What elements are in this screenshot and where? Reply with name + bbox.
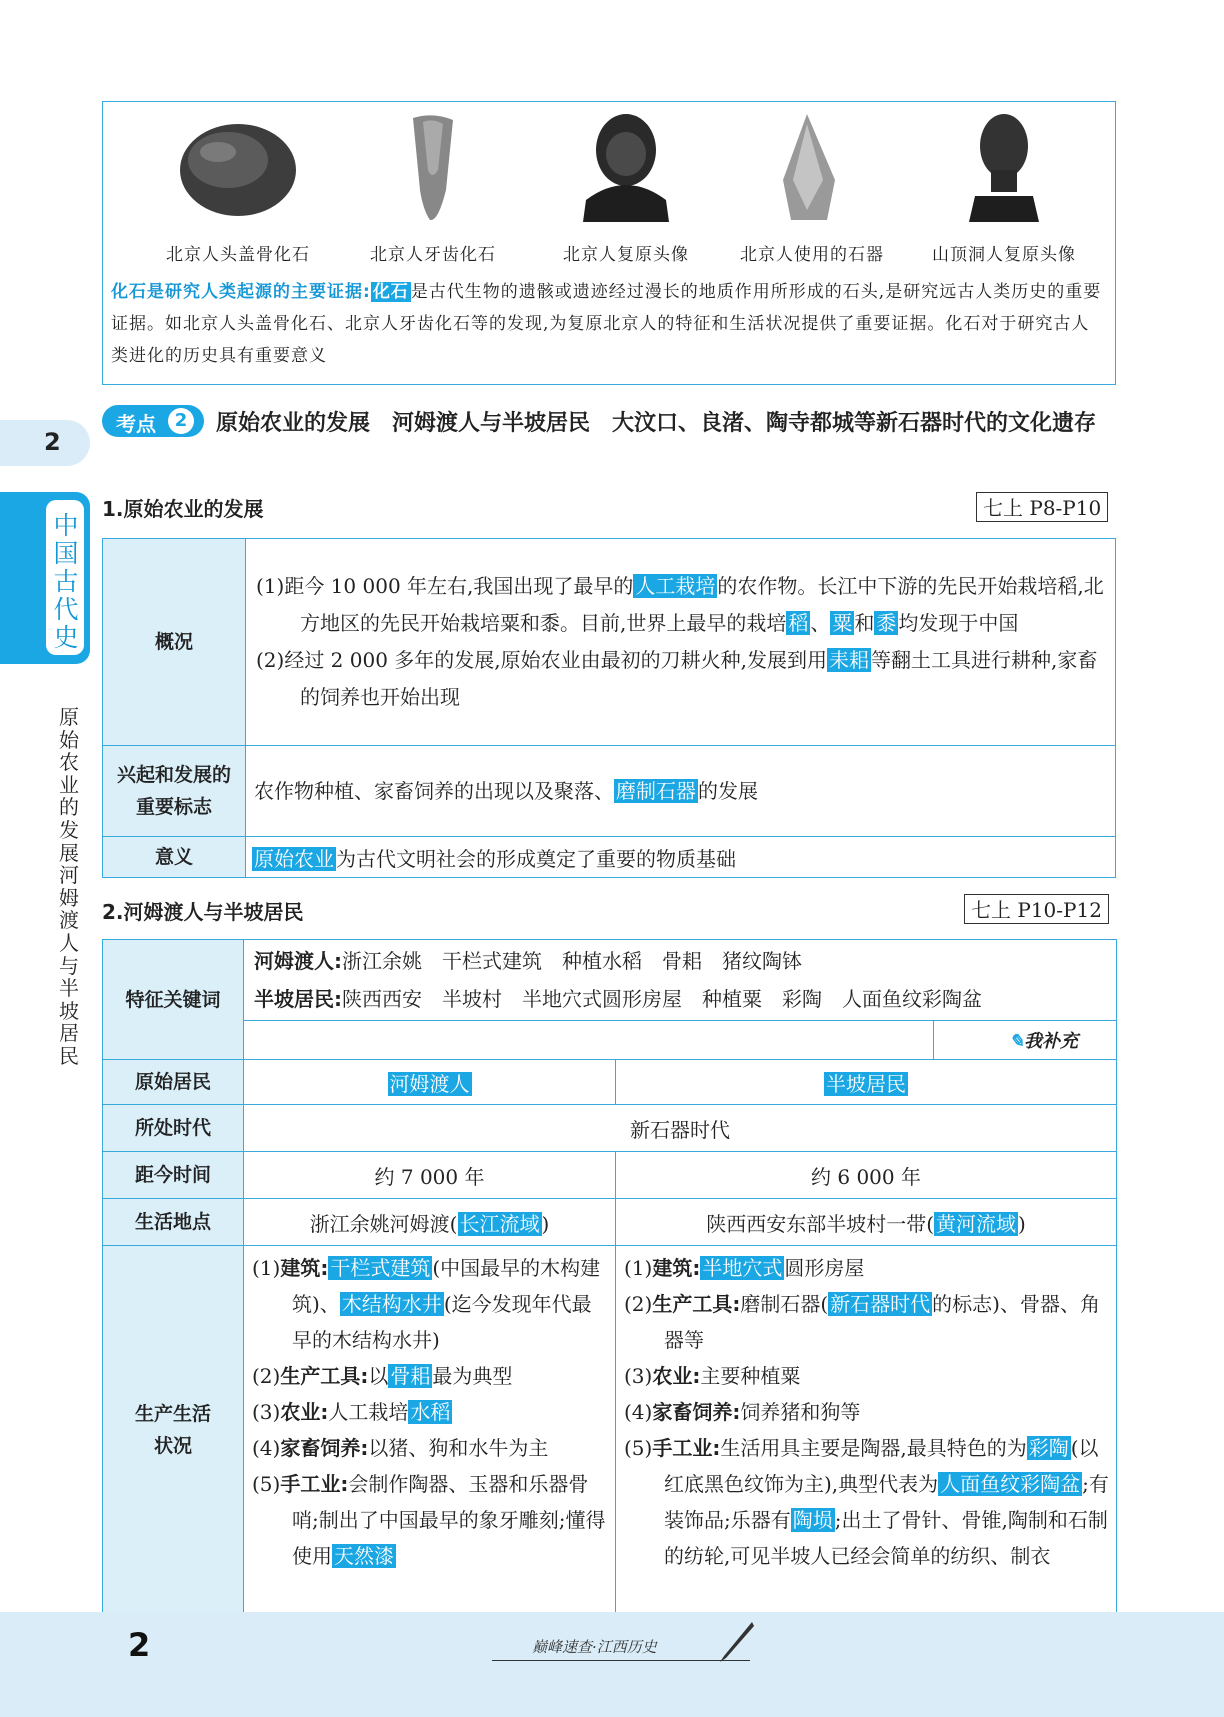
- hemudu-item-5: [250, 1466, 609, 1574]
- item-key: 生产工具:: [652, 1292, 741, 1316]
- figure-caption: 北京人复原头像: [563, 245, 689, 265]
- hemudu-item-1: [250, 1250, 609, 1358]
- highlight: 木结构水井: [341, 1292, 442, 1316]
- highlight: 骨耜: [390, 1364, 431, 1388]
- text: 会制作陶器、玉器和乐器骨哨;制出了中国最早的象牙雕刻;懂得使用: [292, 1472, 606, 1568]
- cell: [616, 1199, 1117, 1246]
- significance-cell: [246, 837, 1116, 878]
- side-page-number: 2: [44, 428, 61, 456]
- banpo-item-4: [622, 1394, 1110, 1430]
- page-footer: [0, 1612, 1224, 1717]
- text: 磨制石器(: [740, 1292, 829, 1316]
- highlight: 黄河流域: [936, 1211, 1017, 1236]
- table-row: [103, 1105, 1117, 1152]
- text: (5): [624, 1436, 653, 1460]
- keyword-label: 河姆渡人:: [254, 949, 342, 973]
- banpo-item-5: [622, 1430, 1110, 1574]
- table-row: [103, 746, 1116, 837]
- row-head: 兴起和发展的重要标志: [103, 746, 246, 837]
- highlight: 人面鱼纹彩陶盆: [940, 1472, 1081, 1496]
- kaodian-label: 考点: [116, 412, 156, 436]
- text: (5): [252, 1472, 281, 1496]
- keywords-cell: [244, 940, 1117, 1021]
- item-key: 农业:: [280, 1400, 329, 1424]
- kaodian-title: 原始农业的发展 河姆渡人与半坡居民 大汶口、良渚、陶寺都城等新石器时代的文化遗存: [216, 411, 1097, 436]
- footer-brand: 巅峰速查·江西历史: [532, 1638, 657, 1656]
- text: (4): [252, 1436, 281, 1460]
- skullcap-image: [173, 110, 303, 228]
- text: 等翻土工具进行耕种,家畜的饲养也开始出现: [300, 648, 1098, 709]
- text: 浙江余姚河姆渡(: [309, 1211, 458, 1236]
- overview-item-2: [252, 642, 1107, 716]
- text: (3): [252, 1400, 281, 1424]
- banpo-item-1: [622, 1250, 1110, 1286]
- highlight: 新石器时代: [830, 1292, 931, 1316]
- row-head: 特征关键词: [103, 940, 244, 1060]
- item-key: 生产工具:: [280, 1364, 369, 1388]
- chapter-vertical-title: 原始农业的发展 河姆渡人与半坡居民: [59, 705, 79, 1068]
- cell: [616, 1060, 1117, 1105]
- stone-tool-image: [747, 110, 877, 228]
- highlight: 原始农业: [254, 846, 334, 871]
- row-head: 概况: [103, 539, 246, 746]
- item-key: 建筑:: [280, 1256, 329, 1280]
- text: 的标志)、骨器、角器等: [664, 1292, 1100, 1352]
- highlight: 半坡居民: [826, 1071, 907, 1096]
- banpo-item-3: [622, 1358, 1110, 1394]
- cell: [244, 1199, 616, 1246]
- cell: 约 6 000 年: [616, 1152, 1117, 1199]
- keyword-text: 陕西西安 半坡村 半地穴式圆形房屋 种植粟 彩陶 人面鱼纹彩陶盆: [342, 987, 982, 1011]
- overview-item-1: [252, 568, 1107, 642]
- hemudu-item-4: [250, 1430, 609, 1466]
- figure-upper-cave-man-bust: [909, 110, 1099, 290]
- fossil-figure-box: [102, 101, 1116, 385]
- keywords-banpo: [254, 980, 1106, 1018]
- figure-tooth: [338, 110, 528, 290]
- tooth-image: [368, 110, 498, 228]
- row-head: 意义: [103, 837, 246, 878]
- section2-title: 2.河姆渡人与半坡居民: [102, 900, 304, 924]
- row-head: 原始居民: [103, 1060, 244, 1105]
- section1-title: 1.原始农业的发展: [102, 497, 264, 521]
- highlight: 长江流域: [459, 1211, 540, 1236]
- text: 农作物种植、家畜饲养的出现以及聚落、: [254, 779, 614, 803]
- text: (1): [624, 1256, 653, 1280]
- highlight: 磨制石器: [616, 779, 696, 803]
- pen-icon: [716, 1620, 756, 1664]
- row-head: 距今时间: [103, 1152, 244, 1199]
- table-row: [103, 1021, 1117, 1060]
- highlight: 稻: [788, 611, 809, 635]
- text: 主要种植粟: [700, 1364, 801, 1388]
- banpo-life-cell: [616, 1246, 1117, 1615]
- item-key: 农业:: [652, 1364, 701, 1388]
- text: 的发展: [698, 779, 758, 803]
- fossil-note-body: 是古代生物的遗骸或遗迹经过漫长的地质作用所形成的石头,是研究远古人类历史的重要证据。如北京人头盖骨化石、北京人牙齿化石等的发现,为复原北京人的特征和生活状况提供了重要证据。化石对于研究古人类进化的历史具有重要意义: [111, 282, 1102, 366]
- figure-peking-man-bust: [531, 110, 721, 290]
- highlight: 粟: [832, 611, 853, 635]
- highlight: 耒耜: [829, 648, 870, 672]
- keyword-label: 半坡居民:: [254, 987, 342, 1011]
- hemudu-item-2: [250, 1358, 609, 1394]
- section1-page-ref: 七上 P8-P10: [976, 492, 1108, 522]
- text: 以猪、狗和水牛为主: [368, 1436, 549, 1460]
- text: ;出土了骨针、骨锥,陶制和石制的纺轮,可见半坡人已经会简单的纺织、制衣: [664, 1508, 1108, 1568]
- pencil-icon: ✎: [1008, 1031, 1025, 1052]
- text: 人工栽培: [328, 1400, 409, 1424]
- text: (中国最早的木构建筑)、: [292, 1256, 601, 1316]
- text: ): [541, 1211, 550, 1236]
- highlight: 人工栽培: [635, 574, 716, 598]
- highlight: 天然漆: [334, 1544, 394, 1568]
- text: (2): [252, 1364, 281, 1388]
- cell: 约 7 000 年: [244, 1152, 616, 1199]
- text: 最为典型: [432, 1364, 513, 1388]
- text: 陕西西安东部半坡村一带(: [706, 1211, 935, 1236]
- table-row: [103, 539, 1116, 746]
- figure-caption: 山顶洞人复原头像: [932, 245, 1076, 265]
- text: (4): [624, 1400, 653, 1424]
- agriculture-table: [102, 538, 1116, 878]
- text: (迄今发现年代最早的木结构水井): [292, 1292, 592, 1352]
- footer-rule: [492, 1660, 750, 1661]
- figure-caption: 北京人牙齿化石: [370, 245, 496, 265]
- peking-man-bust-image: [561, 110, 691, 228]
- highlight: 陶埙: [792, 1508, 833, 1532]
- table-row: [103, 1152, 1117, 1199]
- table-row: [103, 1199, 1117, 1246]
- text: 生活用具主要是陶器,最具特色的为: [720, 1436, 1027, 1460]
- text: 、: [810, 611, 831, 635]
- text: (3): [624, 1364, 653, 1388]
- item-key: 手工业:: [652, 1436, 721, 1460]
- text: 为古代文明社会的形成奠定了重要的物质基础: [336, 846, 736, 871]
- item-key: 手工业:: [280, 1472, 349, 1496]
- text: ): [1018, 1211, 1026, 1236]
- text: 饲养猪和狗等: [740, 1400, 861, 1424]
- row-head: 生产生活状况: [103, 1246, 244, 1615]
- hemudu-item-3: [250, 1394, 609, 1430]
- kaodian-number: 2: [168, 408, 194, 434]
- hemudu-banpo-table: [102, 939, 1117, 1615]
- text: 以: [368, 1364, 389, 1388]
- text: 均发现于中国: [898, 611, 1019, 635]
- keywords-hemudu: [254, 942, 1106, 980]
- table-row: [103, 940, 1117, 1021]
- row-head: 生活地点: [103, 1199, 244, 1246]
- highlight: 半地穴式: [702, 1256, 783, 1280]
- side-page-tab: [0, 420, 90, 466]
- text: (2): [624, 1292, 653, 1316]
- footer-page-number: 2: [128, 1626, 151, 1664]
- figure-skullcap: [143, 110, 333, 290]
- text: 和: [854, 611, 875, 635]
- item-key: 家畜饲养:: [280, 1436, 369, 1460]
- table-row: [103, 1246, 1117, 1615]
- table-row: [103, 1060, 1117, 1105]
- highlight: 干栏式建筑: [330, 1256, 431, 1280]
- fossil-note: [111, 276, 1107, 372]
- banpo-item-2: [622, 1286, 1110, 1358]
- highlight: 水稻: [410, 1400, 451, 1424]
- item-key: 家畜饲养:: [652, 1400, 741, 1424]
- section2-page-ref: 七上 P10-P12: [964, 894, 1109, 924]
- text: (2)经过 2 000 多年的发展,原始农业由最初的刀耕火种,发展到用: [256, 648, 828, 672]
- highlight: 黍: [876, 611, 897, 635]
- text: (1): [252, 1256, 281, 1280]
- fossil-highlight: 化石: [372, 282, 409, 302]
- marker-cell: [246, 746, 1116, 837]
- row-head: 所处时代: [103, 1105, 244, 1152]
- text: 圆形房屋: [784, 1256, 865, 1280]
- highlight: 彩陶: [1028, 1436, 1069, 1460]
- hemudu-life-cell: [244, 1246, 616, 1615]
- table-row: [103, 837, 1116, 878]
- highlight: 河姆渡人: [389, 1071, 470, 1096]
- text: ;有装饰品;乐器有: [664, 1472, 1109, 1532]
- overview-cell: [246, 539, 1116, 746]
- cell: [244, 1060, 616, 1105]
- text: 的农作物。长江中下游的先民开始栽培稻,北方地区的先民开始栽培粟和黍。目前,世界上最早的栽培: [300, 574, 1104, 635]
- text: (1)距今 10 000 年左右,我国出现了最早的: [256, 574, 634, 598]
- item-key: 建筑:: [652, 1256, 701, 1280]
- keyword-text: 浙江余姚 干栏式建筑 种植水稻 骨耜 猪纹陶钵: [342, 949, 802, 973]
- supplement-cell: [934, 1021, 1117, 1060]
- kaodian-badge: [102, 405, 204, 437]
- fossil-note-lead: 化石是研究人类起源的主要证据:: [111, 282, 371, 302]
- supplement-label: 我补充: [1024, 1031, 1079, 1052]
- era-cell: 新石器时代: [244, 1105, 1117, 1152]
- supplement-blank[interactable]: [244, 1021, 934, 1060]
- figure-stone-tool: [717, 110, 907, 290]
- chapter-tab-label: 中国古代史: [53, 511, 79, 652]
- figure-caption: 北京人头盖骨化石: [166, 245, 310, 265]
- figure-caption: 北京人使用的石器: [740, 245, 884, 265]
- text: (以红底黑色纹饰为主),典型代表为: [664, 1436, 1099, 1496]
- upper-cave-man-bust-image: [939, 110, 1069, 228]
